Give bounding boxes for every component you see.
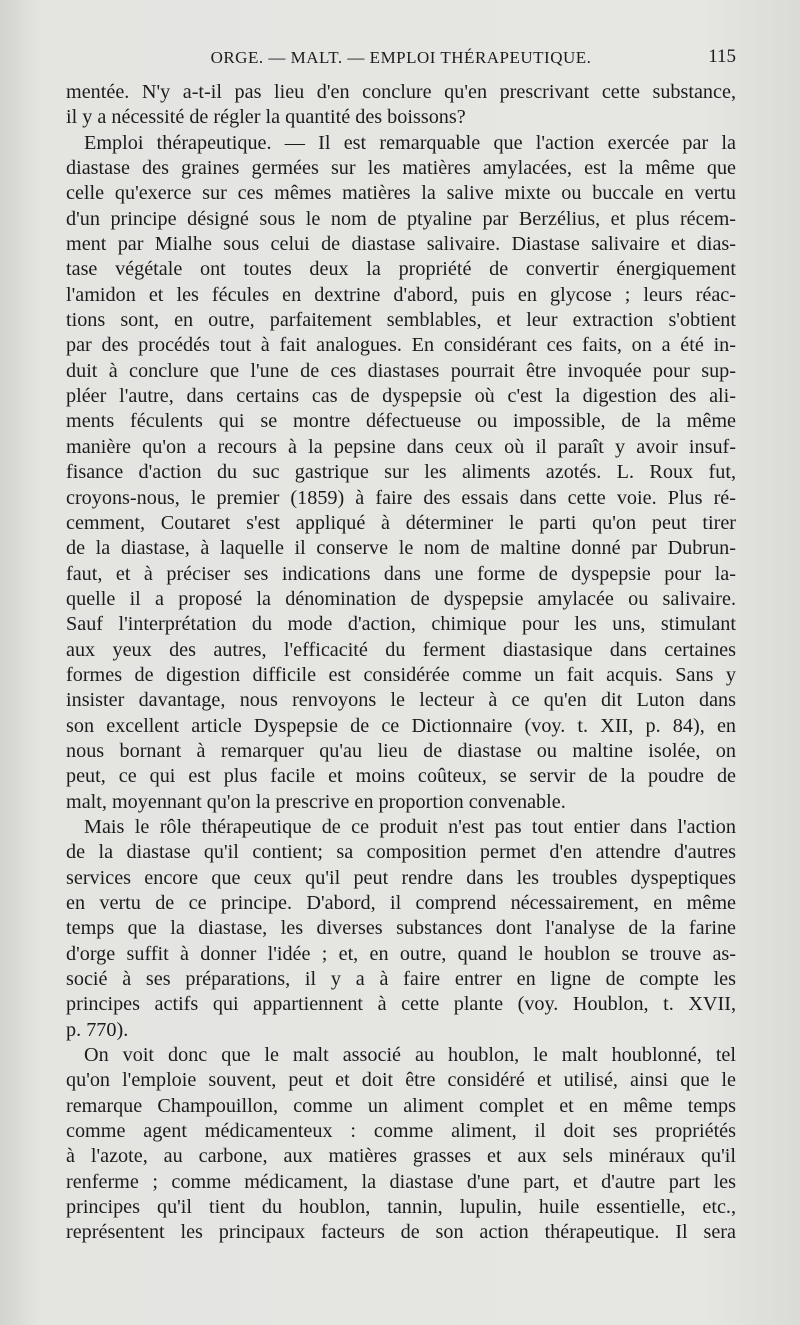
- text-line: Sauf l'interprétation du mode d'action, chimique pour les uns, stimulant: [66, 613, 736, 636]
- text-line: faut, et à préciser ses indications dans une forme de dyspepsie pour la-: [66, 562, 736, 585]
- text-line: Emploi thérapeutique. — Il est remarquable que l'action exercée par la: [84, 131, 736, 154]
- text-line: représentent les principaux facteurs de son action thérapeutique. Il sera: [66, 1221, 736, 1244]
- text-line: l'amidon et les fécules en dextrine d'abord, puis en glycose ; leurs réac-: [66, 283, 736, 306]
- text-line: socié à ses préparations, il y a à faire entrer en ligne de compte les: [66, 968, 736, 991]
- paragraph-role-therapeutique: [66, 815, 736, 1043]
- text-line: insister davantage, nous renvoyons le lecteur à ce qu'en dit Luton dans: [66, 689, 736, 712]
- text-line: en vertu de ce principe. D'abord, il comprend nécessairement, en même: [66, 892, 736, 914]
- text-line: il y a nécessité de régler la quantité des boissons?: [66, 106, 466, 129]
- text-line: On voit donc que le malt associé au houblon, le malt houblonné, tel: [84, 1044, 736, 1067]
- text-line: remarque Champouillon, comme un aliment complet et en même temps: [66, 1094, 736, 1117]
- paragraph-emploi-therapeutique: [66, 131, 736, 815]
- text-line: nous bornant à remarquer qu'au lieu de diastase ou maltine isolée, on: [66, 739, 736, 762]
- page-number: 115: [708, 46, 736, 67]
- text-line: d'orge suffit à donner l'idée ; et, en outre, quand le houblon se trouve as-: [66, 942, 736, 965]
- body-text: [66, 80, 736, 1246]
- text-line: tase végétale ont toutes deux la propriété de convertir énergiquement: [66, 258, 736, 281]
- text-line: mentée. N'y a-t-il pas lieu d'en conclure qu'en prescrivant cette substance,: [66, 81, 736, 103]
- text-line: p. 770).: [66, 1018, 129, 1041]
- text-line: de la diastase qu'il contient; sa composition permet d'en attendre d'autres: [66, 841, 736, 864]
- text-line: diastase des graines germées sur les matières amylacées, est la même que: [66, 157, 736, 180]
- running-title: ORGE. — MALT. — EMPLOI THÉRAPEUTIQUE.: [210, 48, 592, 67]
- text-line: tions sont, en outre, parfaitement semblables, et leur extraction s'obtient: [66, 309, 736, 332]
- text-line: de la diastase, à laquelle il conserve le nom de maltine donné par Dubrun-: [66, 537, 736, 560]
- text-line: Mais le rôle thérapeutique de ce produit n'est pas tout entier dans l'action: [84, 815, 736, 838]
- text-line: aux yeux des autres, l'efficacité du ferment diastasique dans certaines: [66, 638, 736, 661]
- text-line: malt, moyennant qu'on la prescrive en proportion convenable.: [66, 790, 566, 813]
- text-line: croyons-nous, le premier (1859) à faire des essais dans cette voie. Plus ré-: [66, 486, 736, 509]
- text-line: par des procédés tout à fait analogues. En considérant ces faits, on a été in-: [66, 334, 736, 357]
- text-line: cemment, Coutaret s'est appliqué à déterminer le parti qu'on peut tirer: [66, 511, 736, 534]
- text-line: renferme ; comme médicament, la diastase d'une part, et d'autre part les: [66, 1170, 736, 1193]
- text-line: principes actifs qui appartiennent à cette plante (voy. Houblon, t. XVII,: [66, 993, 736, 1016]
- text-line: comme agent médicamenteux : comme aliment, il doit ses propriétés: [66, 1120, 736, 1143]
- text-line: manière qu'on a recours à la pepsine dans ceux où il paraît y avoir insuf-: [66, 435, 736, 458]
- paragraph-malt-houblonne: [66, 1043, 736, 1246]
- text-line: ments féculents qui se montre défectueuse ou impossible, de la même: [66, 410, 736, 433]
- text-line: pléer l'autre, dans certains cas de dyspepsie où c'est la digestion des ali-: [66, 385, 736, 408]
- text-line: formes de digestion difficile est considérée comme un fait acquis. Sans y: [66, 663, 736, 686]
- text-line: son excellent article Dyspepsie de ce Dictionnaire (voy. t. XII, p. 84), en: [66, 714, 736, 737]
- text-line: peut, ce qui est plus facile et moins coûteux, se servir de la poudre de: [66, 765, 736, 788]
- text-line: temps que la diastase, les diverses substances dont l'analyse de la farine: [66, 917, 736, 940]
- text-line: principes qu'il tient du houblon, tannin, lupulin, huile essentielle, etc.,: [66, 1196, 736, 1219]
- paragraph-1: [66, 80, 736, 131]
- text-line: duit à conclure que l'une de ces diastases pourrait être invoquée pour sup-: [66, 359, 736, 382]
- text-line: services encore que ceux qu'il peut rendre dans les troubles dyspeptiques: [66, 866, 736, 889]
- text-line: fisance d'action du suc gastrique sur les aliments azotés. L. Roux fut,: [66, 461, 736, 484]
- text-line: celle qu'exerce sur ces mêmes matières la salive mixte ou buccale en vertu: [66, 182, 736, 205]
- text-line: à l'azote, au carbone, aux matières grasses et aux sels minéraux qu'il: [66, 1145, 736, 1168]
- text-line: qu'on l'emploie souvent, peut et doit être considéré et utilisé, ainsi que le: [66, 1069, 736, 1092]
- text-line: ment par Mialhe sous celui de diastase salivaire. Diastase salivaire et dias-: [66, 233, 736, 256]
- text-line: quelle il a proposé la dénomination de dyspepsie amylacée ou salivaire.: [66, 587, 736, 610]
- text-line: d'un principe désigné sous le nom de ptyaline par Berzélius, et plus récem-: [66, 207, 736, 230]
- page-header: [66, 44, 736, 74]
